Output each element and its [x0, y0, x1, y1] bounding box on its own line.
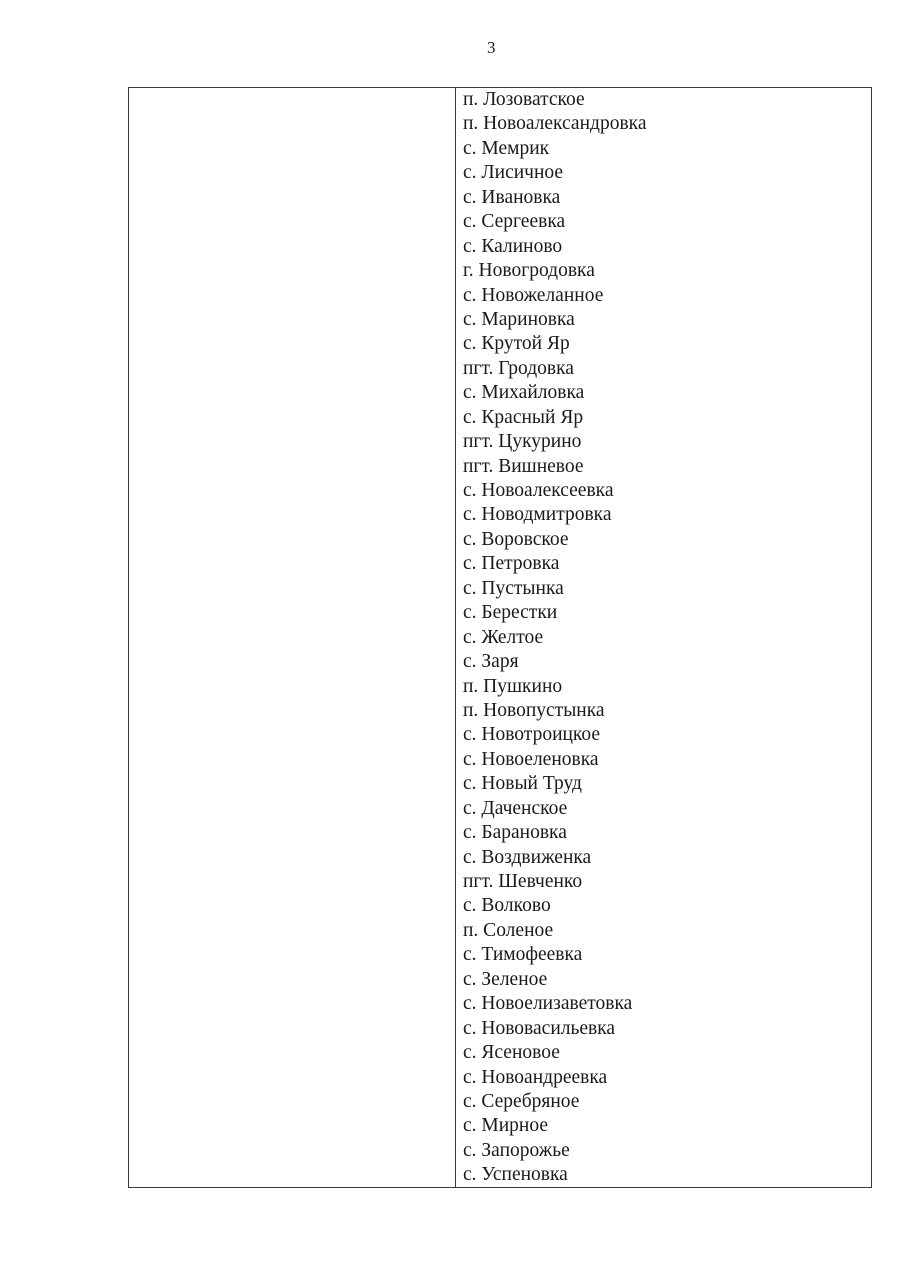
settlement-item: с. Мемрик [463, 137, 550, 159]
settlement-item: с. Воздвиженка [463, 846, 592, 868]
settlement-item: с. Крутой Яр [463, 333, 570, 355]
settlement-item: с. Ясеновое [463, 1042, 560, 1064]
settlement-item: с. Волково [463, 895, 551, 917]
settlement-item: с. Запорожье [463, 1139, 570, 1161]
table-left-cell [129, 88, 456, 1187]
settlement-item: с. Новотроицкое [463, 724, 601, 746]
settlement-item: п. Пушкино [463, 675, 563, 697]
settlement-item: с. Серебряное [463, 1090, 580, 1112]
settlement-item: с. Михайловка [463, 382, 585, 404]
settlement-item: г. Новогродовка [463, 260, 595, 282]
settlement-item: с. Ивановка [463, 186, 561, 208]
settlement-item: с. Новоелизаветовка [463, 993, 633, 1015]
settlement-item: пгт. Вишневое [463, 455, 584, 477]
settlement-item: с. Пустынка [463, 577, 564, 599]
settlement-item: п. Лозоватское [463, 89, 585, 110]
settlement-item: с. Барановка [463, 822, 567, 844]
settlement-item: п. Новопустынка [463, 699, 605, 721]
settlement-item: с. Калиново [463, 235, 563, 257]
settlement-item: п. Соленое [463, 919, 554, 941]
settlement-list [463, 88, 871, 1188]
settlement-item: с. Новый Труд [463, 773, 582, 795]
settlement-item: с. Лисичное [463, 162, 564, 184]
settlements-table [128, 87, 872, 1188]
settlement-item: с. Красный Яр [463, 406, 584, 428]
settlement-item: с. Новоалексеевка [463, 480, 614, 501]
settlement-item: пгт. Шевченко [463, 871, 583, 892]
settlement-item: пгт. Цукурино [463, 431, 582, 453]
page-number: 3 [487, 38, 496, 57]
settlement-item: с. Успеновка [463, 1164, 568, 1186]
settlement-item: с. Сергеевка [463, 211, 566, 233]
settlement-item: с. Новоеленовка [463, 748, 599, 770]
settlement-item: с. Новодмитровка [463, 504, 612, 526]
settlement-item: с. Воровское [463, 528, 569, 550]
settlement-item: с. Нововасильевка [463, 1017, 616, 1039]
settlement-item: с. Тимофеевка [463, 944, 583, 966]
settlement-item: с. Петровка [463, 553, 560, 575]
settlement-item: с. Новожеланное [463, 284, 604, 306]
table-right-cell [456, 88, 871, 1187]
settlement-item: п. Новоалександровка [463, 113, 647, 135]
settlement-item: с. Даченское [463, 797, 568, 819]
settlement-item: с. Заря [463, 651, 519, 673]
settlement-item: с. Зеленое [463, 968, 548, 990]
settlement-item: пгт. Гродовка [463, 357, 574, 379]
settlement-item: с. Мирное [463, 1115, 549, 1137]
settlement-item: с. Мариновка [463, 308, 575, 330]
settlement-item: с. Желтое [463, 626, 544, 648]
settlement-item: с. Новоандреевка [463, 1066, 608, 1088]
settlement-item: с. Берестки [463, 602, 558, 624]
